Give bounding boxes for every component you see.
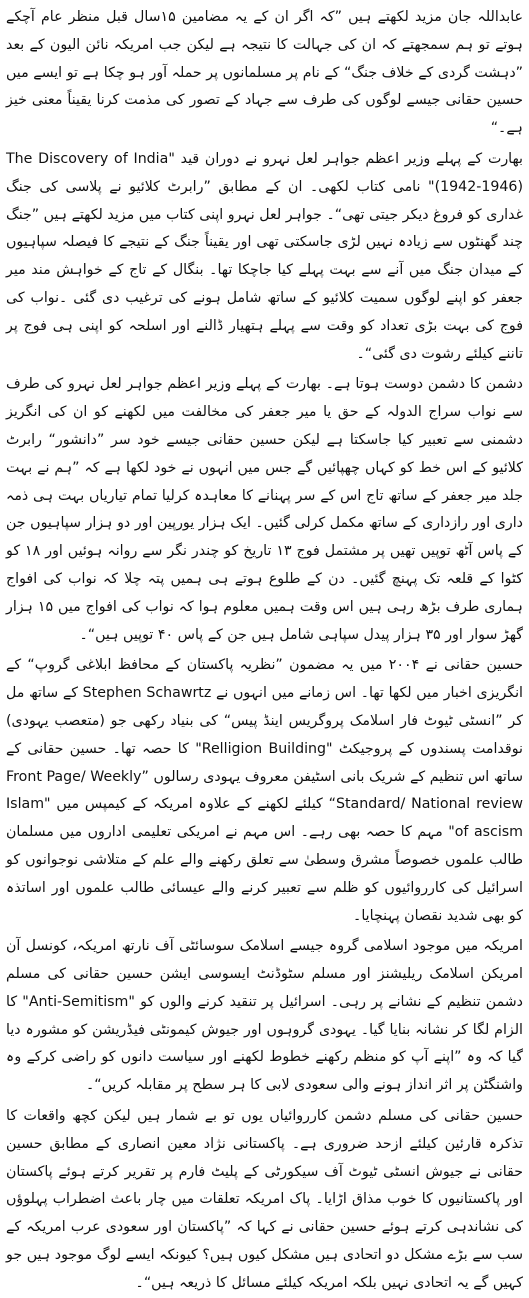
article-paragraph-2: بھارت کے پہلے وزیر اعظم جواہر لعل نہرو نے دوران قید "The Discovery of India (1942-1946)" نامی کتاب لکھی۔ ان کے مطابق ”رابرٹ کلائیو نے پلاسی کی جنگ غداری کو فروغ دیکر جیتی تھی“۔ جواہر لعل نہرو اپنی کتاب میں مزید لکھتے ہیں ”جنگ چند گھنٹوں سے زیادہ نہیں لڑی جاسکتی تھی اور یقیناً جنگ کے نتیجے کا فیصلہ سپاہیوں کے میدان جنگ میں آنے سے بہت پہلے کیا جاچکا تھا۔ بنگال کے تاج کے خواہش مند میر جعفر کو اپنے لوگوں سمیت کلائیو کے ساتھ شامل ہونے کی ترغیب دی گئی ۔نواب کی فوج کی بہت بڑی تعداد کو وقت سے پہلے ہتھیار ڈالنے اور اسلحہ کو اپنی ہی فوج پر تاننے کیلئے رشوت دی گئی“۔ (6, 150, 523, 362)
article-paragraph-4: حسین حقانی نے ۲۰۰۴ میں یہ مضمون ”نظریہ پاکستان کے محافظ ابلاغی گروپ“ کے انگریزی اخبار میں لکھا تھا۔ اس زمانے میں انہوں نے Stephen Schawrtz کے ساتھ مل کر ”انسٹی ٹیوٹ فار اسلامک پروگریس اینڈ پیس“ کی بنیاد رکھی جو (متعصب یہودی) نوقدامت پسندوں کے پروجیکٹ "Relligion Building" کا حصہ تھا۔ حسین حقانی کے ساتھ اس تنظیم کے شریک بانی اسٹیفن معروف یہودی رسالوں ”Front Page/ Weekly Standard/ National review“ کیلئے لکھنے کے علاوہ امریکہ کے کیمپس میں "Islam of ascism" مہم کا حصہ بھی رہے۔ اس مہم نے امریکی تعلیمی اداروں میں مسلمان طالب علموں خصوصاً مشرق وسطیٰ سے تعلق رکھنے والے علم کے متلاشی نوجوانوں کو اسرائیل کی کارروائیوں کو ظلم سے تعبیر کرنے والے عیسائی طالب علموں اور اساتذہ کو بھی شدید نقصان پہنچایا۔ (6, 657, 523, 924)
article-paragraph-6: حسین حقانی کی مسلم دشمن کارروائیاں یوں تو بے شمار ہیں لیکن کچھ واقعات کا تذکرہ قارئین کیلئے ازحد ضروری ہے۔ پاکستانی نژاد معین انصاری کے مطابق حسین حقانی نے جیوش انسٹی ٹیوٹ آف سیکورٹی کے پلیٹ فارم پر تقریر کرتے ہوئے پاکستان اور پاکستانیوں کا خوب مذاق اڑایا۔ پاک امریکہ تعلقات میں چار باعث اضطراب پہلوؤں کی نشاندہی کرتے ہوئے حسین حقانی نے کہا کہ ”پاکستان اور سعودی عرب امریکہ کے سب سے بڑے مشکل دو اتحادی ہیں مشکل کیوں ہیں؟ کیونکہ ایسے لوگ موجود ہیں جو کہیں گے یہ اتحادی نہیں بلکہ امریکہ کیلئے مسائل کا ذریعہ ہیں“۔ (6, 1108, 523, 1291)
article-paragraph-3: دشمن کا دشمن دوست ہوتا ہے۔ بھارت کے پہلے وزیر اعظم جواہر لعل نہرو کی طرف سے نواب سراج الدولہ کے حق یا میر جعفر کی مخالفت میں لکھنے کو ان کی انگریز دشمنی سے تعبیر کیا جاسکتا ہے لیکن حسین حقانی جیسے خود سر ”دانشور“ رابرٹ کلائیو کے اس خط کو کہاں چھپائیں گے جس میں انہوں نے خود لکھا ہے کہ ”ہم نے بہت جلد میر جعفر کے ساتھ تاج اس کے سر پہنانے کا معاہدہ کرلیا تمام تیاریاں بہت ہی ذمہ داری اور رازداری کے ساتھ مکمل کرلی گئیں۔ ایک ہزار یورپین اور دو ہزار سپاہیوں جن کے پاس آٹھ توپیں تھیں پر مشتمل فوج ۱۳ تاریخ کو چندر نگر سے روانہ ہوئیں اور ۱۸ کو کٹوا کے قلعہ تک پہنچ گئیں۔ دن کے طلوع ہوتے ہی ہمیں پتہ چلا کہ نواب کی افواج ہماری طرف بڑھ رہی ہیں اس وقت ہمیں معلوم ہوا کہ نواب کی افواج میں ۱۵ ہزار گھڑ سوار اور ۳۵ ہزار پیدل سپاہی شامل ہیں جن کے پاس ۴۰ توپیں ہیں“۔ (6, 376, 524, 643)
article-paragraph-5: امریکہ میں موجود اسلامی گروہ جیسے اسلامک سوسائٹی آف نارتھ امریکہ، کونسل آن امریکن اسلامک ریلیشنز اور مسلم سٹوڈنٹ ایسوسی ایشن حسین حقانی کی مسلم دشمن تنظیم کے نشانے پر رہی۔ اسرائیل پر تنقید کرنے والوں کو "Anti-Semitism" کا الزام لگا کر نشانہ بنایا گیا۔ یہودی گروہوں اور جیوش کیمونٹی فیڈریشن کو مشورہ دیا گیا کہ وہ ”اپنے آپ کو منظم رکھنے خطوط لکھنے اور سیاست دانوں کو راضی کرکے وہ واشنگٹن پر اثر انداز ہونے والی سعودی لابی کا ہر سطح پر مقابلہ کریں“۔ (6, 938, 523, 1094)
article-paragraph-1: عابداللہ جان مزید لکھتے ہیں ”کہ اگر ان کے یہ مضامین ۱۵سال قبل منظر عام آچکے ہوتے تو ہم سمجھتے کہ ان کی جہالت کا نتیجہ ہے لیکن جب امریکہ نائن الیون کے بعد ”دہشت گردی کے خلاف جنگ“ کے نام پر مسلمانوں پر حملہ آور ہو چکا ہے تو ایسے میں حسین حقانی جیسے لوگوں کی طرف سے جہاد کے تصور کی مذمت کرنا یقیناً معنی خیز ہے۔“ (6, 9, 523, 137)
